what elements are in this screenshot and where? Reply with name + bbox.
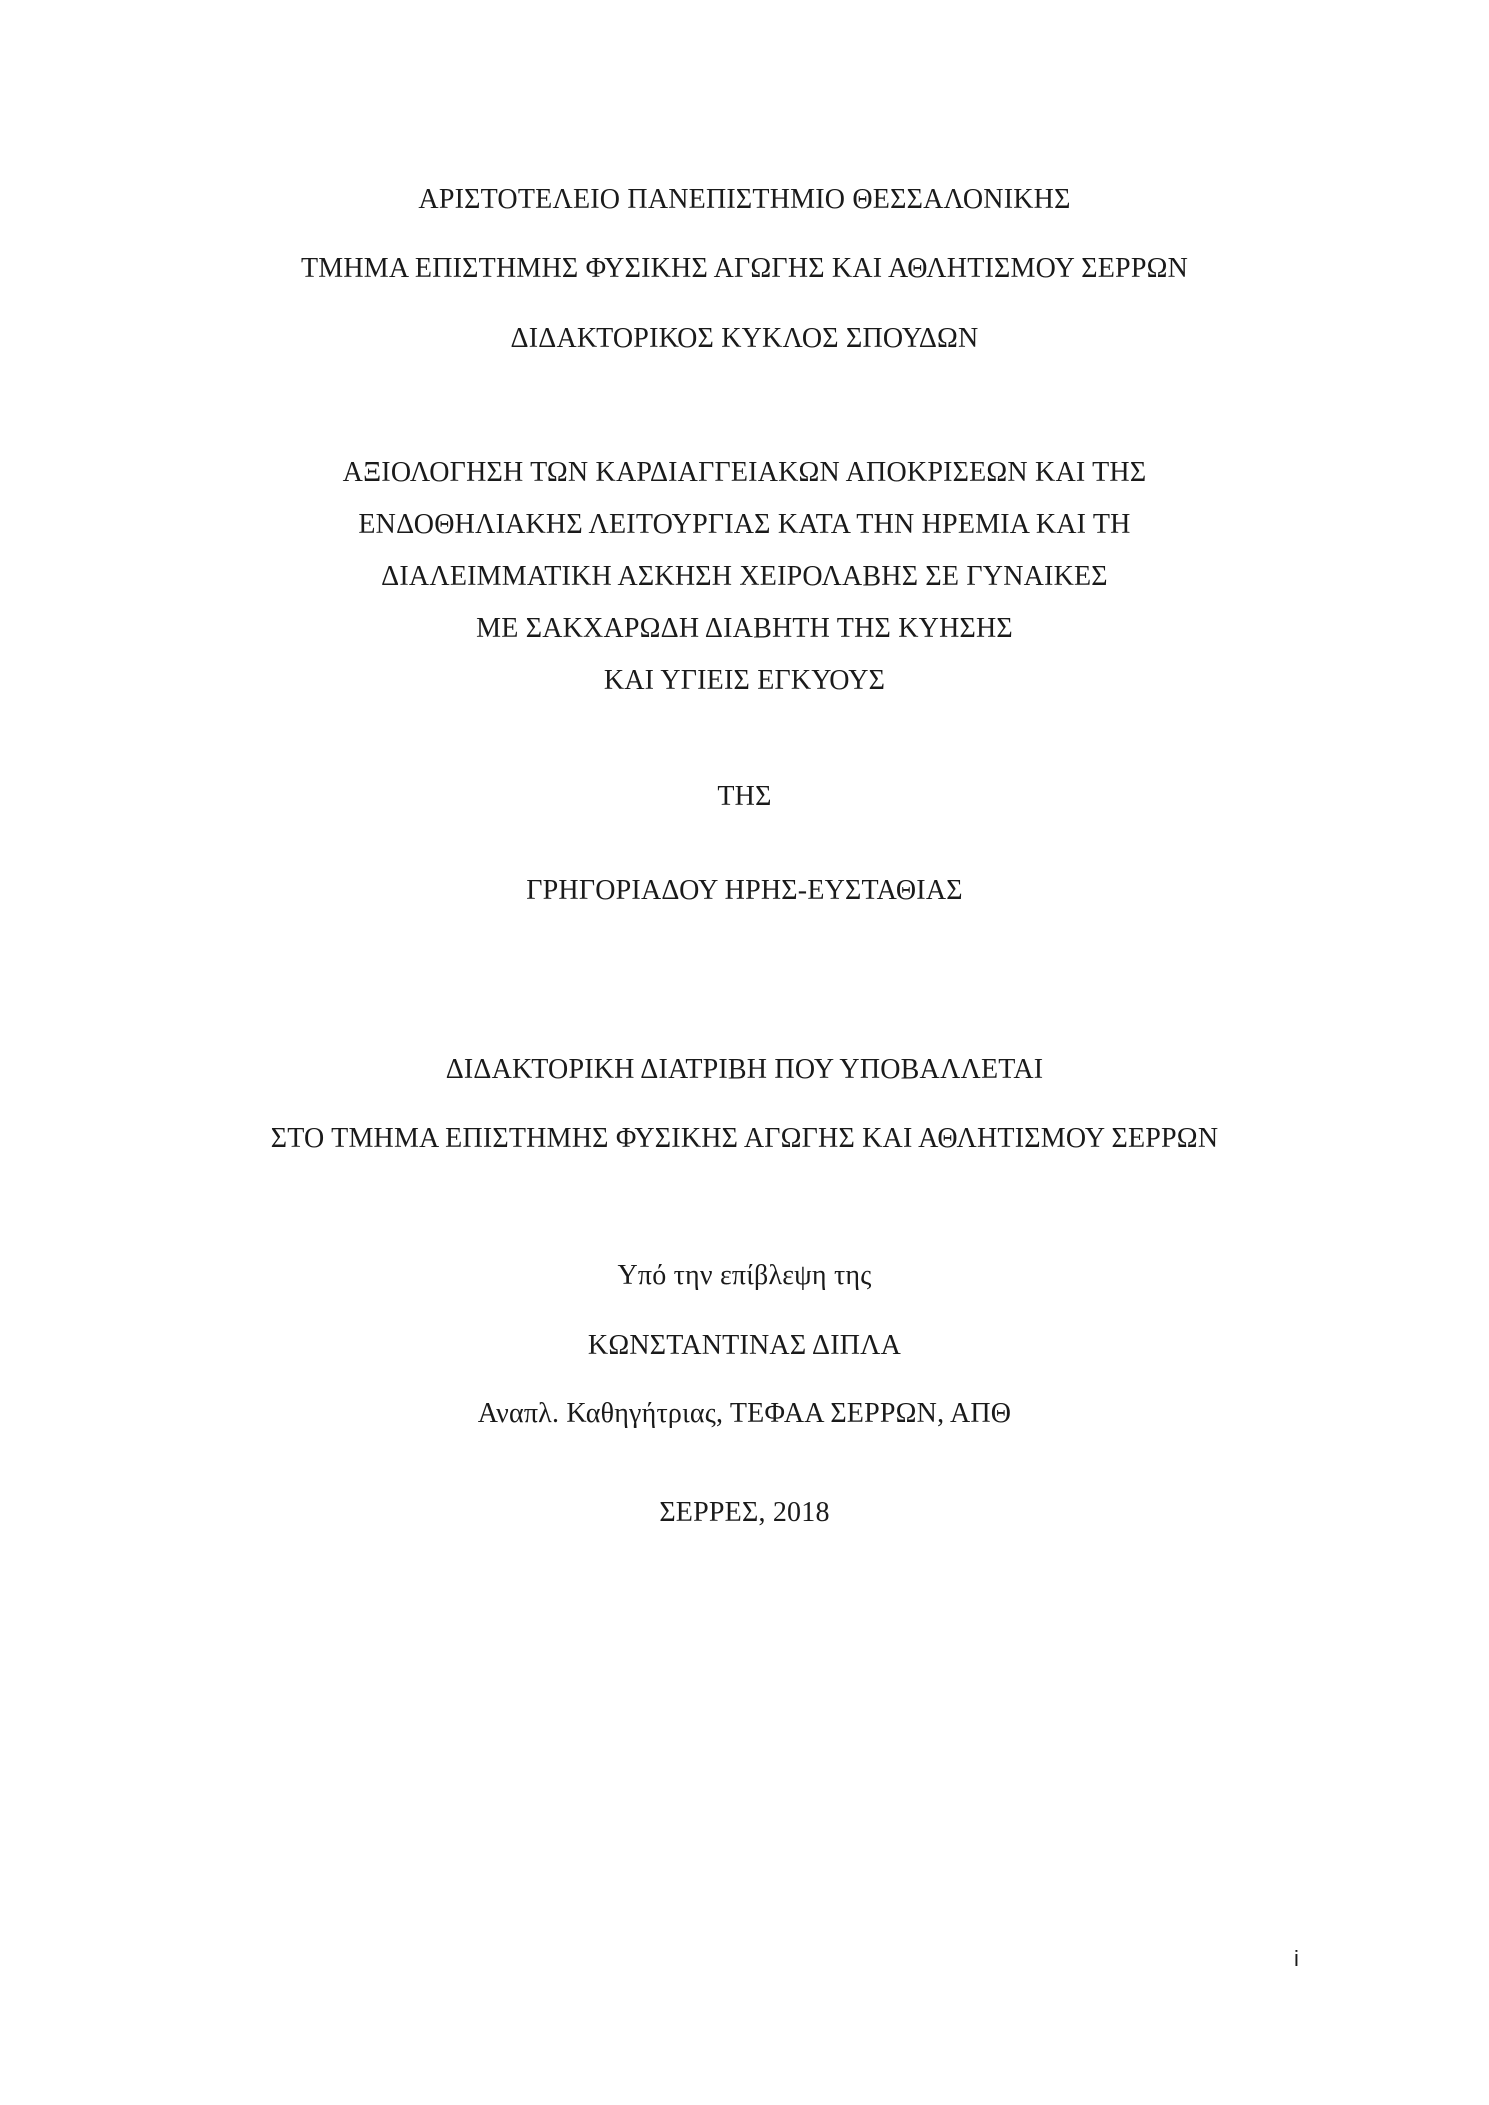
university-name: ΑΡΙΣΤΟΤΕΛΕΙΟ ΠΑΝΕΠΙΣΤΗΜΙΟ ΘΕΣΣΑΛΟΝΙΚΗΣ (418, 184, 1071, 215)
supervisor-name: ΚΩΝΣΤΑΝΤΙΝΑΣ ΔΙΠΛΑ (587, 1330, 902, 1361)
thesis-title-line-2: ΕΝΔΟΘΗΛΙΑΚΗΣ ΛΕΙΤΟΥΡΓΙΑΣ ΚΑΤΑ ΤΗΝ ΗΡΕΜΙΑ ΚΑΙ ΤΗ (358, 509, 1131, 540)
place-and-date: ΣΕΡΡΕΣ, 2018 (659, 1497, 830, 1528)
thesis-title-line-4: ΜΕ ΣΑΚΧΑΡΩΔΗ ΔΙΑΒΗΤΗ ΤΗΣ ΚΥΗΣΗΣ (476, 613, 1013, 644)
submission-line-1: ΔΙΔΑΚΤΟΡΙΚΗ ΔΙΑΤΡΙΒΗ ΠΟΥ ΥΠΟΒΑΛΛΕΤΑΙ (445, 1054, 1044, 1085)
thesis-title-line-1: ΑΞΙΟΛΟΓΗΣΗ ΤΩΝ ΚΑΡΔΙΑΓΓΕΙΑΚΩΝ ΑΠΟΚΡΙΣΕΩΝ ΚΑΙ ΤΗΣ (342, 457, 1147, 488)
supervisor-position: Αναπλ. Καθηγήτριας, ΤΕΦΑΑ ΣΕΡΡΩΝ, ΑΠΘ (477, 1398, 1012, 1429)
department-name: ΤΜΗΜΑ ΕΠΙΣΤΗΜΗΣ ΦΥΣΙΚΗΣ ΑΓΩΓΗΣ ΚΑΙ ΑΘΛΗΤΙΣΜΟΥ ΣΕΡΡΩΝ (300, 253, 1189, 284)
thesis-title-line-3: ΔΙΑΛΕΙΜΜΑΤΙΚΗ ΑΣΚΗΣΗ ΧΕΙΡΟΛΑΒΗΣ ΣΕ ΓΥΝΑΙΚΕΣ (381, 561, 1108, 592)
supervision-label: Υπό την επίβλεψη της (617, 1260, 872, 1291)
program-name: ΔΙΔΑΚΤΟΡΙΚΟΣ ΚΥΚΛΟΣ ΣΠΟΥΔΩΝ (510, 323, 979, 354)
thesis-title-line-5: ΚΑΙ ΥΓΙΕΙΣ ΕΓΚΥΟΥΣ (603, 665, 886, 696)
author-name: ΓΡΗΓΟΡΙΑΔΟΥ ΗΡΗΣ-ΕΥΣΤΑΘΙΑΣ (526, 875, 963, 906)
page-number: i (1294, 1946, 1299, 1971)
author-prefix: ΤΗΣ (717, 781, 772, 812)
submission-line-2: ΣΤΟ ΤΜΗΜΑ ΕΠΙΣΤΗΜΗΣ ΦΥΣΙΚΗΣ ΑΓΩΓΗΣ ΚΑΙ ΑΘΛΗΤΙΣΜΟΥ ΣΕΡΡΩΝ (270, 1123, 1219, 1154)
